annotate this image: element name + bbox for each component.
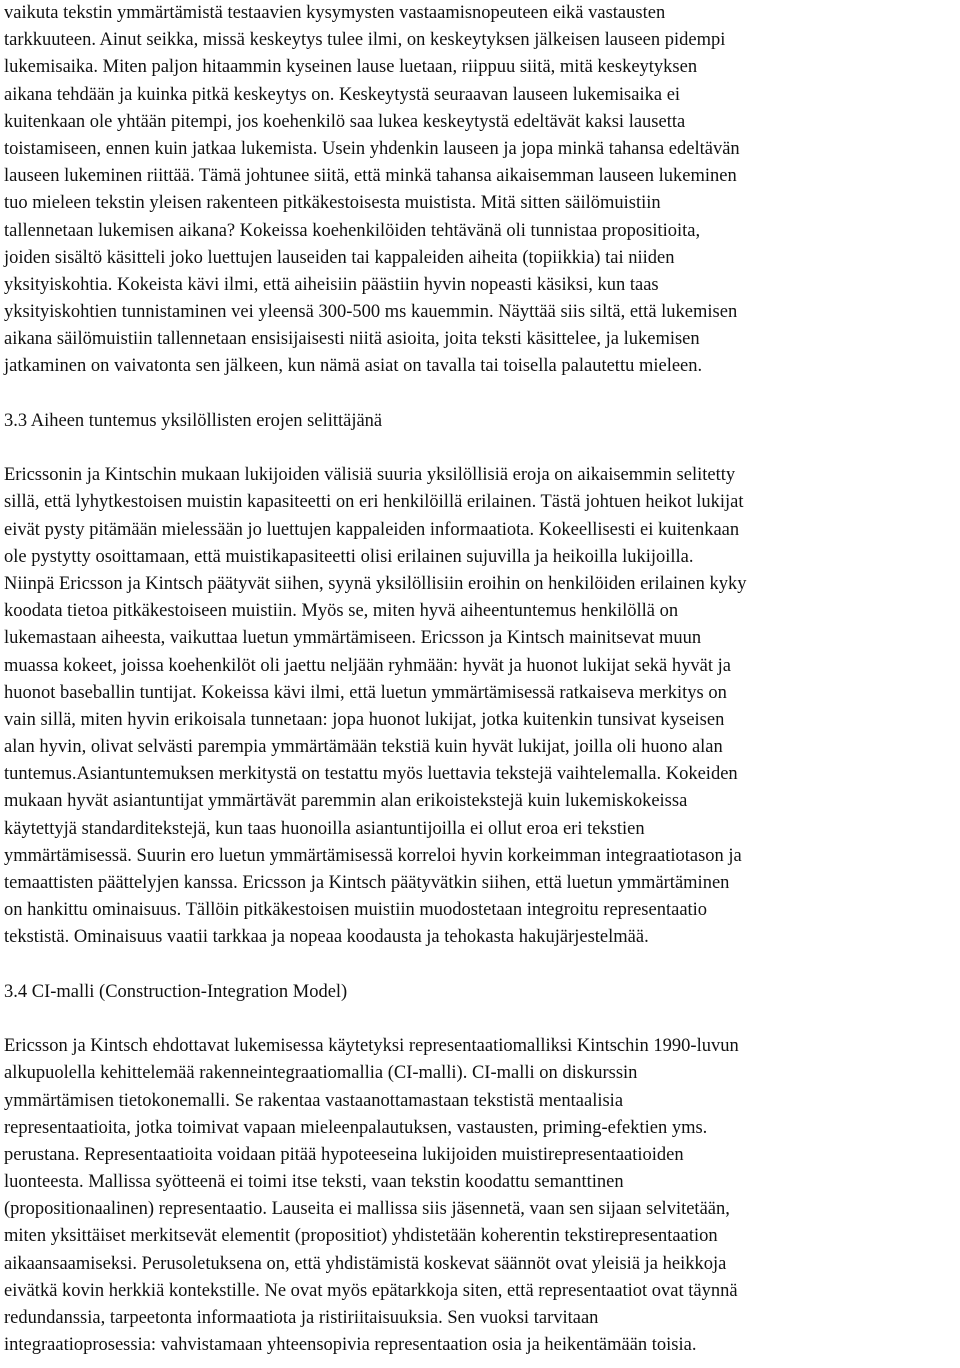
text-line: tarkkuuteen. Ainut seikka, missä keskeytys tulee ilmi, on keskeytyksen jälkeisen lauseen pidempi <box>4 30 726 51</box>
text-line: aikaansaamiseksi. Perusoletuksena on, että yhdistämistä koskevat säännöt ovat yleisiä ja heikkoja <box>4 1253 727 1274</box>
text-line: Ericsson ja Kintsch ehdottavat lukemisessa käytetyksi representaatiomalliksi Kintschin 1990-luvun <box>4 1036 739 1057</box>
text-line: tuo mieleen tekstin yleisen rakenteen pitkäkestoisesta muistista. Mitä sitten säilömuistiin <box>4 193 661 214</box>
paragraph-gap <box>4 1006 956 1033</box>
text-line: miten yksittäiset merkitsevät elementit (propositiot) yhdistetään koherentin tekstirepresentaation <box>4 1226 718 1247</box>
text-line: jatkaminen on vaivatonta sen jälkeen, kun nämä asiat on tavalla tai toisella palautettu mieleen. <box>4 356 703 377</box>
paragraph-gap <box>4 952 956 979</box>
text-line: tallennetaan lukemisen aikana? Kokeissa koehenkilöiden tehtävänä oli tunnistaa propositioita, <box>4 220 701 241</box>
text-line: vain sillä, miten hyvin erikoisala tunnetaan: jopa huonot lukijat, jotka kuitenkin tunsivat kyseisen <box>4 709 725 730</box>
text-line: eivät pysty pitämään mielessään jo luettujen kappaleiden informaatiota. Kokeellisesti ei kuitenkaan <box>4 519 740 540</box>
text-line: mukaan hyvät asiantuntijat ymmärtävät paremmin alan erikoistekstejä kuin lukemiskokeissa <box>4 791 688 812</box>
text-line: ymmärtämisessä. Suurin ero luetun ymmärtämisessä korreloi hyvin korkeimman integraatiotason ja <box>4 845 742 866</box>
text-line: temaattisten päättelyjen kanssa. Ericsson ja Kintsch päätyvätkin siihen, että luetun ymmärtäminen <box>4 873 730 893</box>
text-line: tuntemus.Asiantuntemuksen merkitystä on testattu myös luettavia tekstejä vaihtelemalla. Kokeiden <box>4 764 738 785</box>
paragraph-gap <box>4 435 956 462</box>
text-line: ole pystytty osoittamaan, että muistikapasiteetti olisi erilainen sujuvilla ja heikoilla lukijoilla. <box>4 546 694 567</box>
text-line: toistamiseen, ennen kuin jatkaa lukemista. Usein yhdenkin lauseen ja jopa minkä tahansa edeltävän <box>4 138 740 159</box>
text-line: Ericssonin ja Kintschin mukaan lukijoiden välisiä suuria yksilöllisiä eroja on aikaisemmin selitetty <box>4 465 736 486</box>
paragraph-individual-differences <box>4 462 956 951</box>
text-line: redundanssia, tarpeetonta informaatiota ja ristiriitaisuuksia. Sen vuoksi tarvitaan <box>4 1308 599 1328</box>
text-line: luonteesta. Mallissa syötteenä ei toimi itse teksti, vaan tekstin koodattu semanttinen <box>4 1172 624 1193</box>
text-line: lukemisaika. Miten paljon hitaammin kyseinen lause luetaan, riippuu siitä, mitä keskeytyksen <box>4 57 698 78</box>
text-line: yksityiskohtia. Kokeista kävi ilmi, että aiheisiin päästiin hyvin nopeasti käsiksi, kun taas <box>4 274 659 295</box>
paragraph-ci-model <box>4 1033 956 1359</box>
section-heading-3-4: 3.4 CI-malli (Construction-Integration Model) <box>4 981 348 1002</box>
text-line: ymmärtämisen tietokonemalli. Se rakentaa vastaanottamastaan tekstistä mentaalisia <box>4 1090 624 1111</box>
text-line: perustana. Representaatioita voidaan pitää hypoteeseina lukijoiden muistirepresentaatioiden <box>4 1144 684 1165</box>
text-line: aikana tehdään ja kuinka pitkä keskeytys on. Keskeytystä seuraavan lauseen lukemisaika ei <box>4 84 681 105</box>
text-line: on hankittu ominaisuus. Tällöin pitkäkestoisen muistiin muodostetaan integroitu representaatio <box>4 900 708 921</box>
text-line: sillä, että lyhytkestoisen muistin kapasiteetti on eri henkilöillä erilainen. Tästä johtuen heikot lukijat <box>4 492 744 513</box>
text-line: eivätkä kovin herkkiä kontekstille. Ne ovat myös epätarkkoja siten, että representaatiot ovat täynnä <box>4 1280 738 1301</box>
text-line: lukemastaan aiheesta, vaikuttaa luetun ymmärtämiseen. Ericsson ja Kintsch mainitsevat muun <box>4 628 702 649</box>
text-line: huonot baseballin tuntijat. Kokeissa kävi ilmi, että luetun ymmärtämisessä ratkaiseva merkitys on <box>4 682 727 703</box>
section-heading-3-3: 3.3 Aiheen tuntemus yksilöllisten erojen selittäjänä <box>4 410 383 431</box>
text-line: vaikuta tekstin ymmärtämistä testaavien kysymysten vastaamisnopeuteen eikä vastausten <box>4 3 666 23</box>
document-page <box>4 0 956 1359</box>
text-line: integraatioprosessia: vahvistamaan yhteensopivia representaation osia ja heikentämään toisia. <box>4 1335 697 1356</box>
text-line: (propositionaalinen) representaatio. Lauseita ei mallissa siis jäsennetä, vaan sen sijaan selvitetään, <box>4 1199 730 1220</box>
text-line: alkupuolella kehittelemää rakenneintegraatiomallia (CI-malli). CI-malli on diskurssin <box>4 1063 638 1084</box>
text-line: lauseen lukeminen riittää. Tämä johtunee siitä, että minkä tahansa aikaisemman lauseen lukeminen <box>4 166 737 187</box>
paragraph-gap <box>4 381 956 408</box>
text-line: muassa kokeet, joissa koehenkilöt oli jaettu neljään ryhmään: hyvät ja huonot lukijat sekä hyvät ja <box>4 655 731 676</box>
text-line: käytettyjä standarditekstejä, kun taas huonoilla asiantuntijoilla ei ollut eroa eri tekstien <box>4 818 645 839</box>
text-line: tekstistä. Ominaisuus vaatii tarkkaa ja nopeaa koodausta ja tehokasta hakujärjestelmää. <box>4 927 649 948</box>
paragraph-continued <box>4 0 956 381</box>
text-line: representaatioita, jotka toimivat vapaan mieleenpalautuksen, vastausten, priming-efektien yms. <box>4 1117 708 1138</box>
text-line: aikana säilömuistiin tallennetaan ensisijaisesti niitä asioita, joita teksti käsittelee, ja lukemisen <box>4 329 700 350</box>
text-line: Niinpä Ericsson ja Kintsch päätyvät siihen, syynä yksilöllisiin eroihin on henkilöiden erilainen kyky <box>4 573 747 594</box>
text-line: kuitenkaan ole yhtään pitempi, jos koehenkilö saa lukea keskeytystä edeltävät kaksi lausetta <box>4 111 686 132</box>
text-line: joiden sisältö käsitteli joko luettujen lauseiden tai kappaleiden aiheita (topiikkia) tai niiden <box>4 247 675 268</box>
text-line: yksityiskohtien tunnistaminen vei yleensä 300-500 ms kauemmin. Näyttää siis siltä, että lukemisen <box>4 302 738 323</box>
text-line: alan hyvin, olivat selvästi parempia ymmärtämään tekstiä kuin hyvät lukijat, joilla oli huono alan <box>4 737 723 758</box>
text-line: koodata tietoa pitkäkestoiseen muistiin. Myös se, miten hyvä aiheentuntemus henkilöllä on <box>4 601 679 622</box>
